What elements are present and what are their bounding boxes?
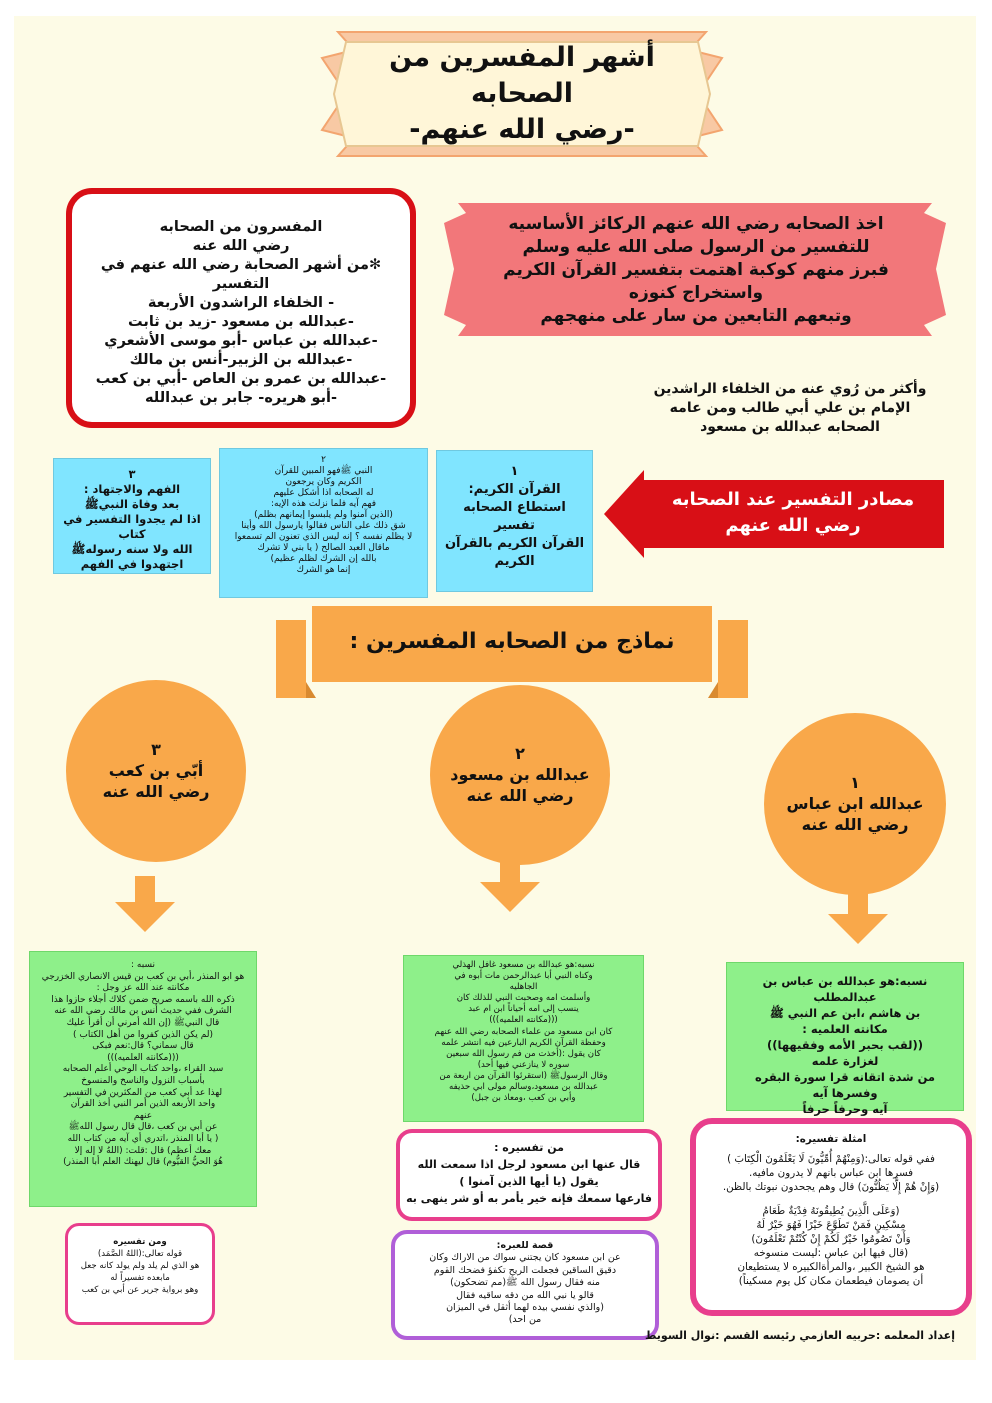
ibn-masud-bio: [403, 955, 644, 1122]
companion-ubayy: [66, 680, 246, 862]
source-line: بالله إن الشرك لظلم عظيم): [270, 554, 377, 564]
example-line: هو الشيخ الكبير ،والمرأةالكبيره لا يستطيعان: [737, 1261, 925, 1273]
bio-line: قال النبيﷺ (إن الله أمرني أن أقرأ عليك: [66, 1017, 220, 1028]
bio-line: قال سماني؟ قال:نعم فبكى: [92, 1041, 194, 1052]
bio-line: هُوَ الحيُّ القيُّوم) قال ليهنك العلم أبا المنذر): [63, 1157, 223, 1168]
bio-line: ( يا أبا المنذر ،اتدري أي آيه من كتاب الله: [67, 1133, 219, 1144]
source-1-box: [436, 450, 593, 592]
companion-ibn-abbas: [764, 713, 946, 895]
most-narrated-line: الصحابه عبدالله بن مسعود: [700, 419, 880, 435]
bio-line: وكناه النبي أبا عبدالرحمن مات أبوه في: [454, 971, 593, 982]
footer-credit: إعداد المعلمه :حربيه العازمي رئيسه القسم :نوال السويط: [645, 1329, 955, 1342]
example-line: وَأَنْ تَصُومُوا خَيْرٌ لَكُمْ إِنْ كُنْتُمْ تَعْلَمُونَ): [751, 1233, 911, 1245]
famous-line: المفسرون من الصحابه: [159, 219, 323, 235]
tafsir-line: هو الذي لم يلد ولم يولد كانه جعل: [80, 1261, 200, 1271]
example-line: امثلة تفسيره:: [795, 1133, 867, 1145]
example-line: (قال فيها ابن عباس :ليست منسوخه: [753, 1247, 909, 1259]
bio-line: وأسلمت امه وصحبت النبي للذلك كان: [456, 993, 591, 1004]
famous-companions-box: [66, 188, 416, 428]
lesson-line: من احد): [508, 1314, 542, 1326]
title-line-1: أشهر المفسرين من الصحابه: [389, 42, 655, 109]
bio-line: وحفظة القرآن الكريم البارعين فيه انتشر علمه: [441, 1037, 606, 1048]
source-line: الله ولا سنه رسولهﷺ: [71, 542, 193, 556]
intro-line: وتبعهم التابعين من سار على منهجهم: [540, 305, 852, 326]
bio-line: مكانته عند الله عز وجل :: [96, 983, 190, 994]
source-line: الكريم وكان يرجعون: [285, 477, 362, 487]
companion-number: ٢: [515, 744, 525, 763]
bio-line: سوره لا ينازعني فيها أحد): [477, 1059, 570, 1070]
source-line: ٢: [321, 455, 326, 465]
source-line: استطاع الصحابه: [463, 500, 566, 515]
bio-line: ذكره الله باسمه صريح ضمن كلاك أجلاء حازوا هذا: [51, 994, 235, 1005]
ibn-masud-tafsir: [396, 1129, 662, 1221]
title-line-2: -رضي الله عنهم-: [409, 114, 635, 145]
famous-line: -عبدالله بن الزبير-أنس بن مالك: [129, 352, 353, 368]
bio-line: نسبه :: [131, 960, 155, 970]
most-narrated-line: وأكثر من رُوي عنه من الخلفاء الراشدين: [653, 381, 927, 397]
down-arrow-icon: [115, 876, 175, 932]
bio-line: لغزارة علمه: [811, 1054, 879, 1068]
example-line: ففي قوله تعالى:(وَمِنْهُمْ أُمِّيُّونَ لَا يَعْلَمُونَ الْكِتَابَ ): [727, 1153, 935, 1165]
examples-banner: نماذج من الصحابه المفسرين :: [349, 628, 675, 654]
example-line: مِسْكِينٍ فَمَنْ تَطَوَّعَ خَيْرًا فَهُوَ خَيْرٌ لَهُ: [756, 1219, 906, 1231]
bio-line: نسبه:هو عبدالله بن عباس بن عبدالمطلب: [762, 974, 928, 1004]
example-line: (وَعَلَى الَّذِينَ يُطِيقُونَهُ فِدْيَةٌ طَعَامُ: [762, 1205, 900, 1217]
companion-name: عبدالله بن مسعود: [450, 765, 590, 784]
source-line: النبي ﷺفهو المبين للقرآن: [274, 466, 373, 476]
tafsir-line: قوله تعالى:(اللهُ الصَّمَد): [97, 1249, 183, 1259]
famous-line: -عبدالله بن مسعود -زيد بن ثابت: [128, 314, 354, 330]
intro-line: فبرز منهم كوكبة اهتمت بتفسير القرآن الكريم واستخراج كنوزه: [503, 259, 889, 303]
down-arrow-icon: [828, 888, 888, 944]
tafsir-line: فارعها سمعك فإنه خير يأمر به أو شر ينهى به: [406, 1192, 652, 1205]
lesson-line: دقيق الساقين فجعلت الريح تكفؤ فضحك القوم: [433, 1264, 617, 1276]
famous-line: -أبو هريره- جابر بن عبدالله: [144, 390, 337, 406]
ubayy-bio: [29, 951, 257, 1207]
bio-line: وأبي بن كعب ،ومعاذ بن جبل): [471, 1093, 576, 1104]
companion-name: أبّي بن كعب: [108, 761, 204, 780]
famous-line: -عبدالله بن عمرو بن العاص -أبي بن كعب: [95, 371, 387, 387]
source-line: القرآن الكريم:: [468, 482, 561, 497]
source-line: ماقال العبد الصالح ( يا بني لا تشرك: [257, 543, 390, 553]
bio-line: لهذا عد أبي كعب من المكثرين في التفسير: [63, 1087, 223, 1098]
bio-line: نسبه:هو عبدالله بن مسعود غافل الهذلي: [452, 960, 595, 970]
bio-line: وقال الرسولﷺ (استقرئوا القرآن من اربعة من: [439, 1070, 608, 1081]
most-narrated-text: [640, 380, 940, 437]
bio-line: عبدالله بن مسعود،وسالم مولى ابي حذيفه: [449, 1082, 598, 1093]
source-line: إنما هو الشرك: [296, 565, 351, 575]
companion-number: ١: [850, 773, 860, 792]
source-2-box: [219, 448, 428, 598]
famous-line: رضي الله عنه: [192, 238, 290, 254]
source-line: اذا لم يجدوا التفسير في كتاب: [63, 512, 201, 541]
source-line: ٣: [128, 467, 136, 481]
ibn-abbas-bio: [726, 962, 964, 1116]
tafsir-line: من تفسيره :: [494, 1141, 564, 1154]
example-line: أن يصومان فيطعمان مكان كل يوم مسكيناً): [738, 1275, 924, 1287]
intro-line: للتفسير من الرسول صلى الله عليه وسلم: [522, 236, 870, 257]
ibn-masud-lesson: [391, 1230, 659, 1340]
source-line: بعد وفاة النبيﷺ: [84, 497, 180, 511]
tafsir-line: قال عنها ابن مسعود لرجل اذا سمعت الله: [417, 1158, 641, 1171]
bio-line: ((لقب بحبر الأمه وفقيهها)): [766, 1038, 923, 1052]
bio-line: معك أعظم) قال :قلت: (اللهُ لا إله إلا: [74, 1145, 212, 1156]
intro-box: [470, 213, 922, 326]
sources-heading-line: رضي الله عنهم: [725, 515, 861, 536]
bio-line: كان يقول :(أخذت من فم رسول الله سبعين: [446, 1048, 601, 1059]
tafsir-line: وهو برواية جرير عن أبي بن كعب: [81, 1285, 199, 1295]
source-line: فهم آيه فلما نزلت هذه الإيه:: [270, 499, 377, 509]
bio-line: ينسب إلى امه أحياناً ابن ام عبد: [468, 1004, 579, 1015]
most-narrated-line: الإمام بن علي أبي طالب ومن عامه: [669, 400, 911, 416]
famous-line: ✻من أشهر الصحابة رضي الله عنهم في التفسير: [100, 257, 382, 292]
lesson-line: قصة للعبره:: [496, 1240, 554, 1251]
famous-line: -عبدالله بن عباس -أبو موسى الأشعري: [104, 333, 378, 349]
companion-name: عبدالله ابن عباس: [786, 794, 924, 813]
page-title: [334, 44, 710, 144]
intro-line: اخذ الصحابه رضي الله عنهم الركائز الأساسيه: [508, 213, 884, 234]
bio-line: آيه وحرفاً حرفاً: [802, 1102, 888, 1116]
bio-line: سيد القراء ،واحد كتاب الوحي أعلم الصحابه: [62, 1064, 224, 1075]
bio-line: (((مكانته العلميه))): [489, 1015, 558, 1026]
bio-line: (لم يكن الذين كفروا من أهل الكتاب ): [73, 1029, 213, 1040]
bio-line: الشرف ففي حديث أنس بن مالك رضي الله عنه: [54, 1006, 232, 1017]
bio-line: واحد الأربعه الذين أمر النبي أخذ القرآن: [70, 1099, 216, 1110]
bio-line: (((مكانته العلميه))): [107, 1052, 179, 1063]
bio-line: الجاهليه: [509, 982, 538, 993]
famous-line: - الخلفاء الراشدون الأربعة: [147, 295, 335, 311]
source-3-box: [53, 458, 211, 574]
source-line: القرآن الكريم بالقرآن: [444, 536, 585, 551]
bio-line: كان ابن مسعود من علماء الصحابه رضي الله عنهم: [434, 1026, 613, 1037]
source-line: تفسير: [494, 518, 535, 533]
source-line: الكريم: [494, 554, 535, 569]
source-line: لا يظلم نفسه ؟ إنه ليس الذي تعنون الم تسمعوا: [234, 532, 413, 542]
companion-number: ٣: [151, 740, 161, 759]
example-line: (وَإِنْ هُمْ إِلَّا يَظُنُّونَ) قال وهم يجحدون نبوتك بالظن.: [722, 1181, 940, 1193]
tafsir-line: مابعده تفسيراً له: [110, 1273, 170, 1283]
example-line: فسرها ابن عباس بانهم لا يدرون مافيه.: [748, 1167, 914, 1179]
sources-heading-line: مصادر التفسير عند الصحابه: [671, 489, 915, 510]
source-line: الفهم والاجتهاد :: [83, 482, 181, 496]
bio-line: بأسباب النزول والناسخ والمنسوخ: [81, 1075, 205, 1086]
lesson-line: منه فقال رسول الله ﷺ(مم تضحكون): [450, 1277, 600, 1289]
companion-name: رضي الله عنه: [102, 782, 210, 801]
companion-ibn-masud: [430, 685, 610, 865]
source-line: (الذين آمنوا ولم يلبسوا إيمانهم بظلم): [254, 510, 393, 520]
lesson-line: قالو يا نبي الله من دقه ساقيه فقال: [456, 1289, 594, 1301]
source-line: شق ذلك على الناس فقالوا يارسول الله وأينا: [241, 521, 406, 531]
companion-name: رضي الله عنه: [801, 815, 909, 834]
source-line: له الصحابه اذا أشكل عليهم: [273, 488, 374, 498]
bio-line: من شدة اتقانه قرا سورة البقره وفسرها آيه: [754, 1070, 936, 1100]
bio-line: مكانته العلميه :: [802, 1022, 888, 1036]
companion-name: رضي الله عنه: [466, 786, 574, 805]
ubayy-tafsir: [65, 1223, 215, 1325]
lesson-line: عن ابن مسعود كان يجتني سواك من الاراك وكان: [429, 1252, 621, 1264]
source-line: ١: [510, 464, 519, 479]
bio-line: عنهم: [133, 1110, 153, 1121]
lesson-line: (والذي نفسي بيده لهما أثقل في الميزان: [446, 1302, 604, 1314]
bio-line: بن هاشم ،ابن عم النبي ﷺ: [769, 1006, 921, 1020]
bio-line: عن أبي بن كعب ،قال قال رسول اللهﷺ: [68, 1122, 218, 1133]
ibn-abbas-examples: [690, 1118, 972, 1316]
down-arrow-icon: [480, 856, 540, 912]
sources-heading: [648, 476, 938, 550]
tafsir-line: يقول (يا أيها الذين آمنوا ): [459, 1175, 599, 1188]
bio-line: هو ابو المنذر ،أبي بن كعب بن قيس الانصاري الخزرجي: [41, 971, 245, 982]
tafsir-line: ومن تفسيره: [113, 1237, 167, 1247]
source-line: اجتهدوا في الفهم: [80, 557, 184, 571]
